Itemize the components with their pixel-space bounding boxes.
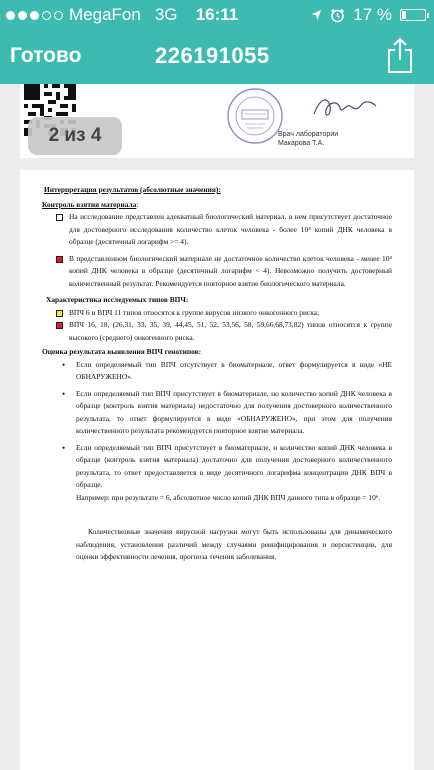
- control-item-adequate: [56, 211, 392, 249]
- assessment-item-quantitative: [56, 442, 392, 492]
- battery-icon: [400, 9, 426, 21]
- control-item-text: На исследование представлен адекватный биологический материал, в нем присутствует достаточное для достоверного исследования количество клеток человека - более 10⁴ копий ДНК человека в образце (десятичный логарифм >= 4).: [69, 212, 392, 246]
- red-square-marker: [56, 322, 63, 329]
- example-text: Например: при результате = 6, абсолютное число копий ДНК ВПЧ данного типа в образце = 10⁶.: [76, 492, 381, 502]
- assessment-item-text: Если определяемый тип ВПЧ присутствует в биоматериале, и количество копий ДНК человека в образце (контроль взятия материала) достаточно для получения достоверного количественного результата, то ответ предоставляется в виде десятичного логарифма концентрации ДНК ВПЧ в образце.: [76, 442, 392, 489]
- type-item-text: ВПЧ 16, 18, (26,31, 33, 35, 39, 44,45, 51, 52, 53,56, 58, 59,66,68,73,82) типов относятся к группе высокого (среднего) онкогенного риска.: [69, 320, 392, 342]
- laboratory-stamp: [225, 86, 285, 146]
- page-indicator: 2 из 4: [28, 117, 122, 155]
- white-square-marker: [56, 214, 63, 221]
- status-icons: [311, 5, 426, 25]
- type-item-high-risk: [56, 319, 392, 344]
- done-button[interactable]: Готово: [10, 44, 82, 67]
- doctor-name: Макарова Т.А.: [278, 140, 325, 147]
- document-page[interactable]: [20, 170, 414, 770]
- closing-paragraph: Количественные значения вирусной нагрузки могут быть использованы для динамического наблюдения, установления различий между случаями реинфицирования и персистенции, для оценки эффективности лечения, прогноза течения заболевания.: [76, 527, 392, 561]
- red-square-marker: [56, 256, 63, 263]
- interpretation-heading: Интерпретация результатов (абсолютные значения):: [44, 185, 221, 194]
- control-heading-colon: :: [136, 199, 139, 209]
- assessment-heading: Оценка результата выявления ВПЧ генотипов:: [42, 347, 202, 356]
- bullet-icon: •: [62, 359, 66, 370]
- assessment-item-detected: [56, 388, 392, 438]
- assessment-item-text: Если определяемый тип ВПЧ присутствует в биоматериале, но количество копий ДНК человека в образце (контроль взятия материала) недостаточно для получения достоверного количественного результата, то ответ формулируется в виде «ОБНАРУЖЕНО», при этом для получения количественного результата рекомендуется повторное взятие материала.: [76, 388, 392, 435]
- yellow-square-marker: [56, 310, 63, 317]
- clock: 16:11: [195, 5, 239, 24]
- bullet-icon: •: [62, 442, 66, 453]
- navigation-bar: [0, 30, 434, 84]
- carrier-name: MegaFon: [69, 5, 141, 24]
- type-item-low-risk: [56, 307, 392, 320]
- control-list: [42, 211, 392, 290]
- doctor-caption: [278, 130, 338, 148]
- control-item-insufficient: [56, 253, 392, 291]
- control-item-text: В представленном биологический материале не достаточное количество клеток человека - менее 10⁴ копий ДНК человека в образце (десятичный логарифм < 4). Невозможно получить достоверный количественный результат. Рекомендуется повторное взятие биологического материала.: [69, 253, 392, 288]
- assessment-item-text: Если определяемый тип ВПЧ отсутствует в биоматериале, ответ формулируется в виде «НЕ ОБНАРУЖЕНО».: [76, 359, 392, 381]
- types-list: [42, 307, 392, 345]
- assessment-item-not-detected: [56, 359, 392, 384]
- handwritten-signature: [310, 92, 380, 122]
- network-type: 3G: [154, 5, 178, 24]
- document-title: 226191055: [155, 43, 270, 68]
- type-item-text: ВПЧ 6 и ВПЧ 11 типов относятся к группе вирусов низкого онкогенного риска;: [69, 307, 320, 317]
- assessment-list: [42, 359, 392, 505]
- battery-percent: 17 %: [353, 5, 392, 24]
- types-heading: Характеристика исследуемых типов ВПЧ:: [46, 295, 189, 304]
- bullet-icon: •: [62, 388, 66, 399]
- share-icon[interactable]: [386, 36, 414, 74]
- control-heading: Контроль взятия материала: [42, 199, 137, 209]
- status-bar: [0, 0, 434, 30]
- doctor-role: Врач лаборатории: [278, 131, 339, 138]
- control-section: [42, 199, 392, 212]
- alarm-clock-icon: [330, 8, 345, 23]
- location-arrow-icon: [311, 9, 322, 21]
